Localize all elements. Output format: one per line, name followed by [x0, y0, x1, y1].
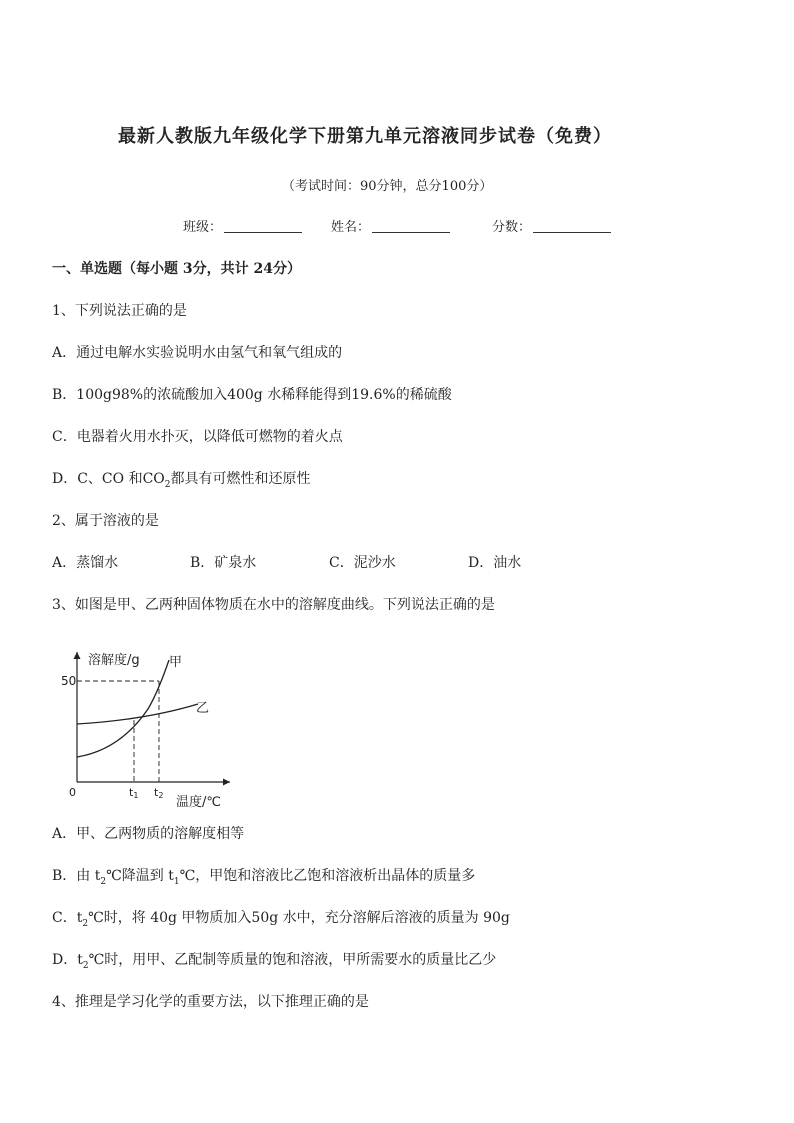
question-3-option-d: D．$t_2℃$时，用甲、乙配制等质量的饱和溶液，甲所需要水的质量比乙少 — [52, 952, 497, 971]
question-3-option-c: C．$t_2℃$时，将 40g 甲物质加入50g 水中，充分溶解后溶液的质量为 90g — [52, 910, 510, 929]
question-2-option-a: A．蒸馏水 — [52, 555, 119, 571]
question-2-stem: 2、属于溶液的是 — [52, 513, 159, 529]
question-3-stem: 3、如图是甲、乙两种固体物质在水中的溶解度曲线。下列说法正确的是 — [52, 597, 495, 613]
question-2-option-d: D．油水 — [468, 555, 522, 571]
name-field[interactable] — [331, 216, 450, 235]
question-1-option-d: D．C、CO 和$CO_2$都具有可燃性和还原性 — [52, 471, 311, 490]
class-blank[interactable] — [224, 218, 302, 233]
x-axis-label: 温度/℃ — [176, 795, 221, 810]
y-axis-label: 溶解度/g — [88, 653, 140, 668]
question-2-option-c: C．泥沙水 — [329, 555, 396, 571]
question-3-option-b: B．由 $t_2℃$降温到 $t_1℃$，甲饱和溶液比乙饱和溶液析出晶体的质量多 — [52, 868, 476, 887]
curve-jia-label: 甲 — [169, 655, 183, 670]
curve-jia — [77, 660, 169, 757]
class-label: 班级： — [183, 220, 223, 235]
solubility-curve-figure — [50, 640, 250, 812]
x-tick-t2: t2 — [154, 786, 164, 800]
x-tick-t1: t1 — [129, 786, 139, 800]
name-blank[interactable] — [372, 218, 450, 233]
name-label: 姓名： — [331, 220, 371, 235]
origin-label: 0 — [69, 786, 76, 799]
exam-info: （考试时间：90分钟，总分100分） — [282, 179, 493, 194]
curve-yi — [77, 704, 198, 724]
score-label: 分数： — [492, 220, 532, 235]
curve-yi-label: 乙 — [196, 701, 210, 716]
section-heading: 一、单选题（每小题 3分，共计 24分） — [52, 261, 301, 277]
question-1-option-b: B．100g98%的浓硫酸加入400g 水稀释能得到19.6%的稀硫酸 — [52, 387, 452, 403]
question-2-option-b: B．矿泉水 — [190, 555, 257, 571]
class-field[interactable] — [183, 216, 302, 235]
question-3-option-a: A．甲、乙两物质的溶解度相等 — [52, 826, 245, 842]
question-1-option-c: C．电器着火用水扑灭，以降低可燃物的着火点 — [52, 429, 343, 445]
question-1-option-a: A．通过电解水实验说明水由氢气和氧气组成的 — [52, 345, 343, 361]
y-tick-50: 50 — [61, 674, 77, 688]
score-blank[interactable] — [533, 218, 611, 233]
page-title: 最新人教版九年级化学下册第九单元溶液同步试卷（免费） — [118, 126, 612, 147]
question-4-stem: 4、推理是学习化学的重要方法，以下推理正确的是 — [52, 994, 369, 1010]
score-field[interactable] — [492, 216, 611, 235]
question-1-stem: 1、下列说法正确的是 — [52, 303, 187, 319]
